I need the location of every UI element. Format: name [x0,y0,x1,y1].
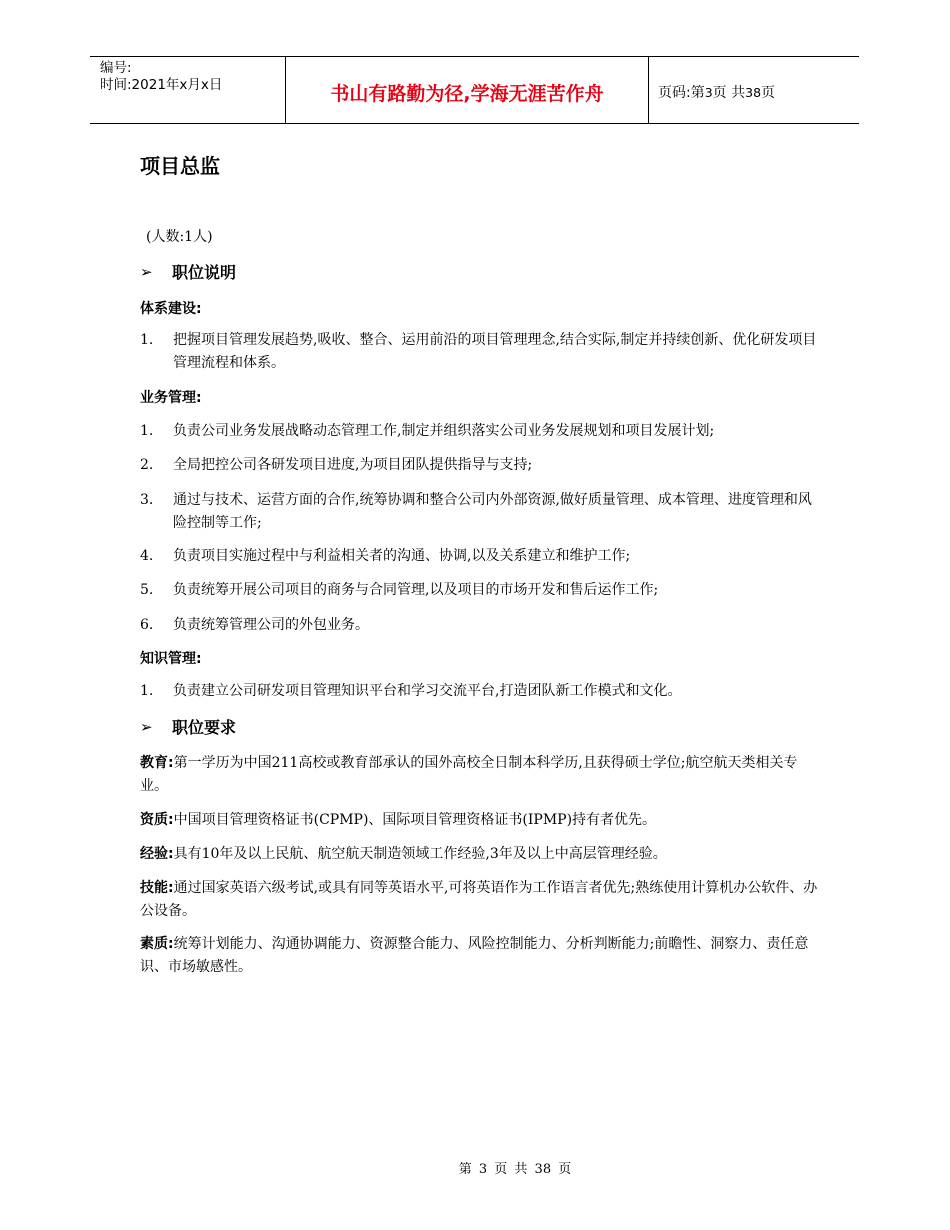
list-item: 3. 通过与技术、运营方面的合作,统筹协调和整合公司内外部资源,做好质量管理、成本管理、进度管理和风险控制等工作; [140,492,812,531]
requirement-experience: 经验:具有10年及以上民航、航空航天制造领域工作经验,3年及以上中高层管理经验。 [140,846,667,862]
requirement-quality: 素质:统筹计划能力、沟通协调能力、资源整合能力、风险控制能力、分析判断能力;前瞻性、洞察力、责任意识、市场敏感性。 [140,936,809,975]
document-number-label: 编号: [100,60,132,76]
page-title: 项目总监 [140,154,220,178]
headcount: (人数:1人) [146,229,213,245]
arrow-bullet-icon: ➢ [140,718,153,736]
header-page-number [649,57,859,123]
page-total: 38 [745,84,762,100]
page-mid: 页 共 [712,85,746,101]
document-header [90,56,859,124]
section-title: 职位说明 [172,263,237,282]
list-item: 2. 全局把控公司各研发项目进度,为项目团队提供指导与支持; [140,457,533,473]
section-job-requirements-heading [140,716,820,739]
page-suffix: 页 [761,85,776,101]
arrow-bullet-icon: ➢ [140,263,153,281]
page-current: 3 [704,84,713,100]
subhead-knowledge-management: 知识管理: [140,651,202,667]
section-title: 职位要求 [172,718,237,737]
section-job-description-heading [140,261,820,284]
document-date: 时间:2021年x月x日 [100,77,223,93]
header-meta [90,57,286,123]
list-item: 6. 负责统筹管理公司的外包业务。 [140,617,369,633]
list-item: 4. 负责项目实施过程中与利益相关者的沟通、协调,以及关系建立和维护工作; [140,548,631,564]
requirement-qualification: 资质:中国项目管理资格证书(CPMP)、国际项目管理资格证书(IPMP)持有者优先。 [140,812,657,828]
list-item: 1. 把握项目管理发展趋势,吸收、整合、运用前沿的项目管理理念,结合实际,制定并持续创新、优化研发项目管理流程和体系。 [140,332,817,371]
list-item: 1. 负责公司业务发展战略动态管理工作,制定并组织落实公司业务发展规划和项目发展计划; [140,423,715,439]
subhead-business-management: 业务管理: [140,390,202,406]
page-footer: 第 3 页 共 38 页 [458,1162,572,1177]
subhead-system-building: 体系建设: [140,301,202,317]
page-prefix: 页码:第 [658,85,705,101]
list-item: 5. 负责统筹开展公司项目的商务与合同管理,以及项目的市场开发和售后运作工作; [140,582,659,598]
requirement-skills: 技能:通过国家英语六级考试,或具有同等英语水平,可将英语作为工作语言者优先;熟练使用计算机办公软件、办公设备。 [140,880,818,919]
list-item: 1. 负责建立公司研发项目管理知识平台和学习交流平台,打造团队新工作模式和文化。 [140,683,682,699]
header-motto: 书山有路勤为径,学海无涯苦作舟 [286,57,649,123]
requirement-education: 教育:第一学历为中国211高校或教育部承认的国外高校全日制本科学历,且获得硕士学位;航空航天类相关专业。 [140,755,798,794]
